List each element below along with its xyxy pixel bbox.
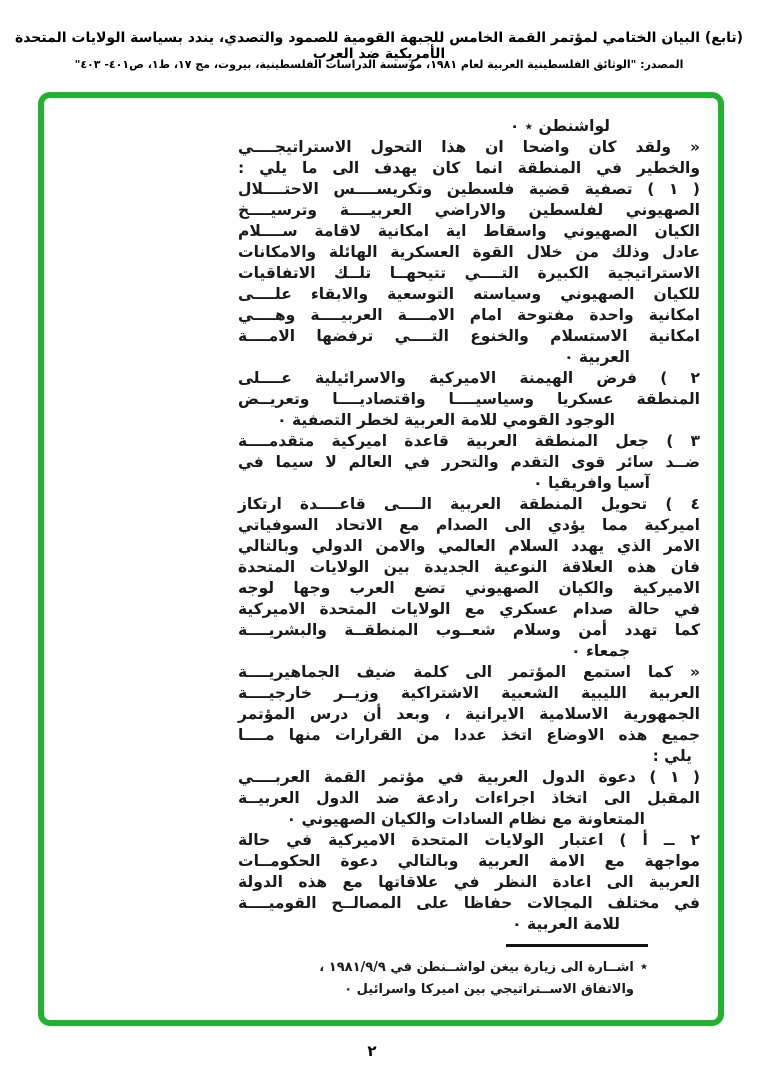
text-line: المنطقة عسكريا وسياسيــــا واقتصاديــــا وتعريــض <box>238 390 700 408</box>
text-line: في مختلف المجالات حفاظا على المصالــح القوميــــة <box>238 894 700 912</box>
text-line: جمعاء ٠ <box>571 642 630 660</box>
footnote-divider <box>506 944 648 947</box>
text-line: امكانية الاستسلام والخنوع التــــي ترفضها الامــــة <box>238 327 700 345</box>
text-line: الامر الذي يهدد السلام العالمي والامن الدولي وبالتالي <box>238 537 700 555</box>
text-line: لواشنطن ٭ ٠ <box>509 117 610 135</box>
text-line: امكانية واحدة مفتوحة امام الامــــة العربيــــة وهــــي <box>238 306 700 324</box>
text-line: ضــد سائر قوى التقدم والتحرر في العالم لا سيما في <box>238 453 700 471</box>
text-line: « كما استمع المؤتمر الى كلمة ضيف الجماهيريــــة <box>238 663 700 681</box>
text-line: جميع هذه الاوضاع اتخذ عددا من القرارات منها مــــا <box>238 726 700 744</box>
text-line: العربية الى اعادة النظر في علاقاتها مع هذه الدولة <box>238 873 700 891</box>
footnote-text: والاتفاق الاســتراتيجي بين اميركا واسرائيل ٠ <box>344 982 634 997</box>
text-line: ٢ ) فرض الهيمنة الاميركية والاسرائيلية عــــلى <box>238 369 700 387</box>
footnote-line <box>278 955 648 979</box>
text-line: فان هذه العلاقة النوعية الجديدة بين الولايات المتحدة <box>238 558 700 576</box>
text-line: ٣ ) جعل المنطقة العربية قاعدة اميركية متقدمــــة <box>238 432 700 450</box>
footnote <box>278 944 648 1001</box>
asterisk-icon: ٭ <box>639 957 648 975</box>
text-line: العربية الليبية الشعبية الاشتراكية وزيــر خارجيــــة <box>238 684 700 702</box>
text-line: الكيان الصهيوني واسقاط اية امكانية لاقامة ســــلام <box>238 222 700 240</box>
text-line: عادل وذلك من خلال القوة العسكرية الهائلة والامكانات <box>238 243 700 261</box>
text-line: ( ١ ) دعوة الدول العربية في مؤتمر القمة العربــــي <box>238 768 700 786</box>
text-line: اميركية مما يؤدي الى الصدام مع الاتحاد السوفياتي <box>238 516 700 534</box>
green-frame <box>38 92 724 1026</box>
document-body <box>238 116 700 935</box>
text-line: الاستراتيجية الكبيرة التــــي تتيحهــا تلــك الاتفاقيات <box>238 264 700 282</box>
text-line: للكيان الصهيوني وسياسته التوسعية والابقاء علــــى <box>238 285 700 303</box>
text-line: الصهيوني لفلسطين والاراضي العربيــــة وترسيــــخ <box>238 201 700 219</box>
text-line: يلي : <box>652 747 692 765</box>
text-line: العربية ٠ <box>564 348 630 366</box>
text-line: ٤ ) تحويل المنطقة العربية الــــى قاعــــدة ارتكاز <box>238 495 700 513</box>
text-line: مواجهة مع الامة العربية وبالتالي دعوة الحكومــات <box>238 852 700 870</box>
text-line: المقبل الى اتخاذ اجراءات رادعة ضد الدول العربيــة <box>238 789 700 807</box>
text-line: الاميركية والكيان الصهيوني تضع العرب وجها لوجه <box>238 579 700 597</box>
page-number: ٢ <box>367 1042 377 1060</box>
text-line: في حالة صدام عسكري مع الولايات المتحدة الاميركية <box>238 600 700 618</box>
text-line: الوجود القومي للامة العربية لخطر التصفية ٠ <box>277 411 615 429</box>
text-line: الجمهورية الاسلامية الايرانية ، وبعد أن درس المؤتمر <box>238 705 700 723</box>
source-citation: المصدر: "الوثائق الفلسطينية العربية لعام ١٩٨١، مؤسسة الدراسات الفلسطينية، بيروت، مج ١٧، ط١، ص٤٠١- ٤٠٣" <box>74 58 684 71</box>
footnote-text: اشــارة الى زيارة بيغن لواشــنطن في ١٩٨١/٩/٩ ، <box>319 960 634 975</box>
text-line: ( ١ ) تصفية قضية فلسطين وتكريســــس الاحتــــلال <box>238 180 701 198</box>
text-line: « ولقد كان واضحا ان هذا التحول الاستراتيجــــي <box>238 138 700 156</box>
text-line: كما تهدد أمن وسلام شعــوب المنطقــة والبشريــــة <box>238 621 700 639</box>
text-line: المتعاونة مع نظام السادات والكيان الصهيوني ٠ <box>286 810 645 828</box>
text-line: والخطير في المنطقة انما كان يهدف الى ما يلي : <box>238 159 700 177</box>
text-line: آسيا وافريقيا ٠ <box>533 474 650 492</box>
text-line: ٢ ــ أ ) اعتبار الولايات المتحدة الاميركية في حالة <box>238 831 700 849</box>
page-title: (تابع) البيان الختامي لمؤتمر القمة الخامس للجبهة القومية للصمود والتصدي، يندد بسياسة الولايات المتحدة الأمريكية ضد العرب <box>14 30 744 62</box>
text-line: للامة العربية ٠ <box>512 915 620 933</box>
